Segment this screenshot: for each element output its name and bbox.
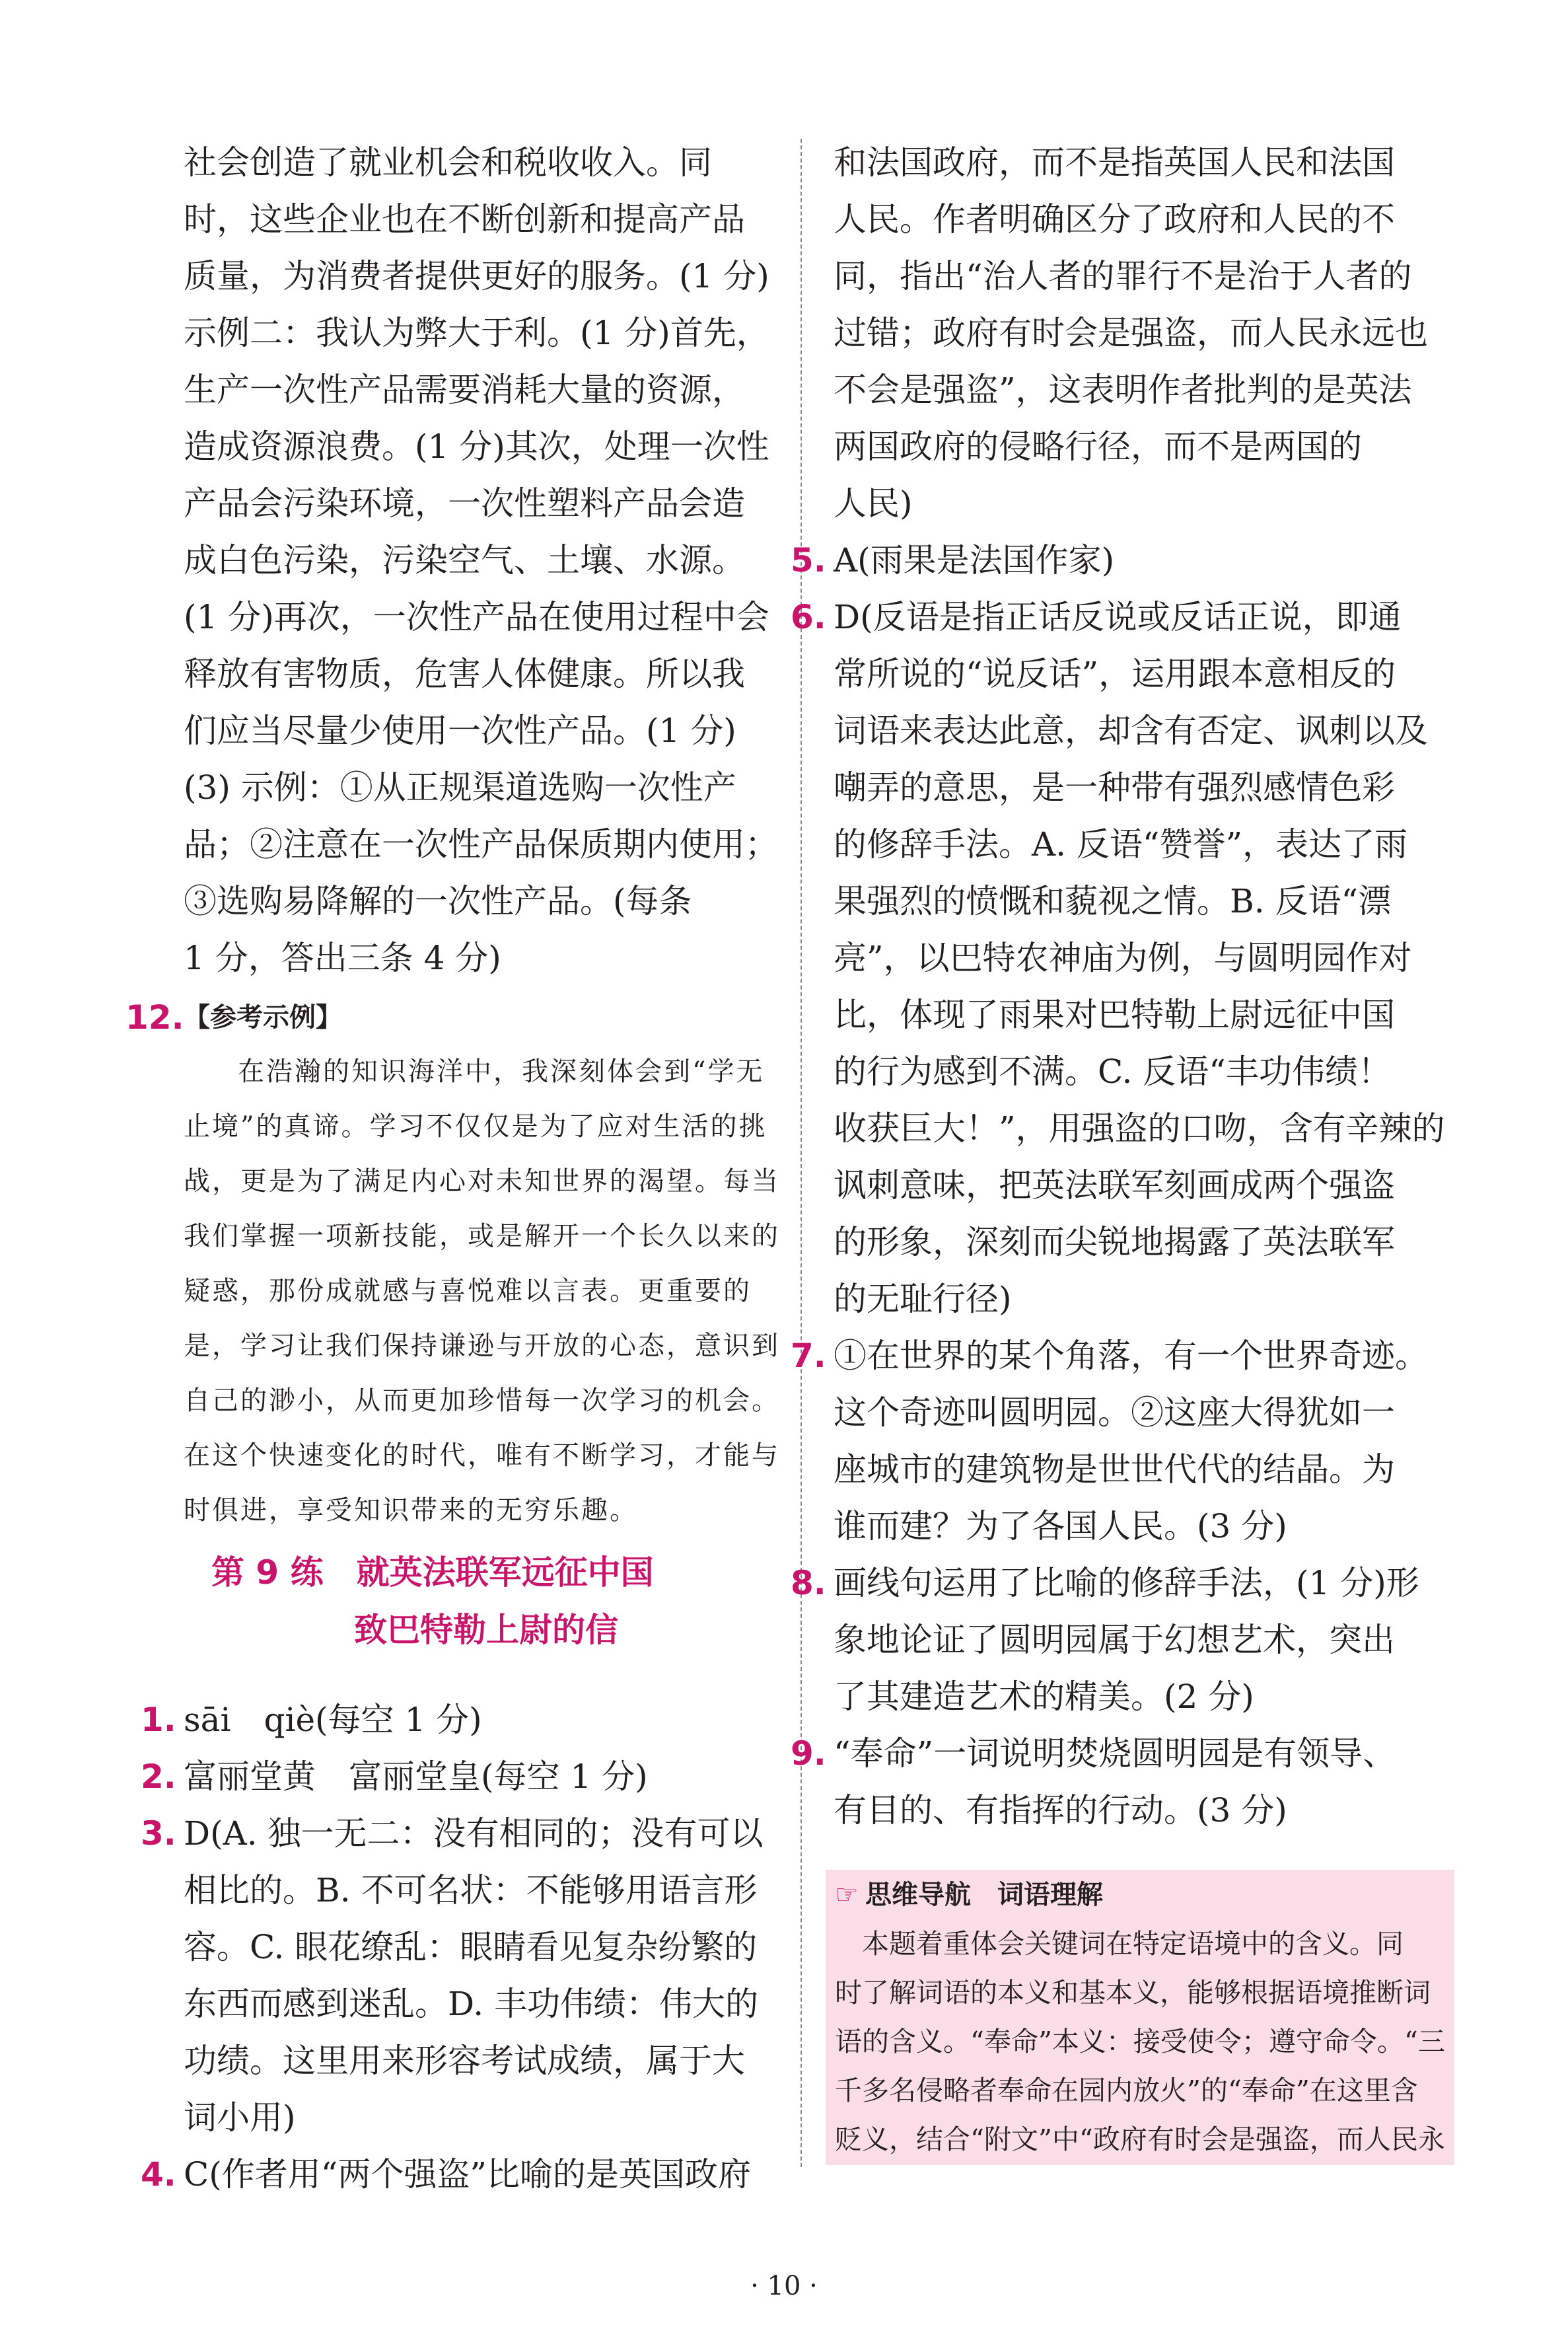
answer-line: 两国政府的侵略行径，而不是两国的 (834, 427, 1362, 466)
text-line: 们应当尽量少使用一次性产品。(1 分) (184, 712, 736, 750)
answer-line: “奉命”一词说明焚烧圆明园是有领导、 (834, 1734, 1396, 1773)
text-line: 示例二：我认为弊大于利。(1 分)首先， (184, 314, 769, 352)
answer-line: 嘲弄的意思，是一种带有强烈感情色彩 (834, 768, 1395, 807)
essay-line: 在浩瀚的知识海洋中，我深刻体会到“学无 (238, 1056, 765, 1087)
answer-line: sāi qiè(每空 1 分) (184, 1701, 482, 1739)
guide-line: 千多名侵略者奉命在园内放火”的“奉命”在这里含 (835, 2075, 1418, 2106)
answer-line: 不会是强盗”，这表明作者批判的是英法 (834, 371, 1412, 409)
answer-line: 亮”，以巴特农神庙为例，与圆明园作对 (834, 939, 1412, 977)
answer-line: 富丽堂黄 富丽堂皇(每空 1 分) (184, 1757, 648, 1796)
answer-line: 的形象，深刻而尖锐地揭露了英法联军 (834, 1223, 1395, 1261)
answer-line: 的修辞手法。A. 反语“赞誉”，表达了雨 (834, 825, 1408, 864)
answer-line: 和法国政府，而不是指英国人民和法国 (834, 143, 1395, 182)
text-line: 成白色污染，污染空气、土壤、水源。 (184, 541, 745, 579)
guide-header (835, 1876, 1103, 1913)
answer-line: 这个奇迹叫圆明园。②这座大得犹如一 (834, 1393, 1395, 1432)
guide-line: 贬义，结合“附文”中“政府有时会是强盗，而人民永 (835, 2123, 1445, 2155)
text-line: 造成资源浪费。(1 分)其次，处理一次性 (184, 427, 769, 466)
answer-line: A(雨果是法国作家) (834, 541, 1115, 579)
question-number: 5. (791, 541, 826, 579)
text-line: 生产一次性产品需要消耗大量的资源， (184, 371, 745, 409)
question-number: 12. (125, 998, 184, 1037)
answer-line: 词语来表达此意，却含有否定、讽刺以及 (834, 712, 1428, 750)
answer-line: 功绩。这里用来形容考试成绩，属于大 (184, 2042, 745, 2080)
answer-line: 的无耻行径) (834, 1280, 1012, 1318)
guide-title: 思维导航 (865, 1880, 971, 1910)
guide-topic: 词语理解 (997, 1880, 1103, 1910)
question-number: 9. (791, 1734, 826, 1773)
answer-line: 谁而建？为了各国人民。(3 分) (834, 1507, 1287, 1545)
answer-line: 过错；政府有时会是强盗，而人民永远也 (834, 314, 1428, 352)
question-number: 6. (791, 598, 826, 636)
answer-line: 东西而感到迷乱。D. 丰功伟绩：伟大的 (184, 1985, 759, 2023)
answer-line: 比，体现了雨果对巴特勒上尉远征中国 (834, 996, 1395, 1034)
essay-line: 止境”的真谛。学习不仅仅是为了应对生活的挑 (184, 1111, 767, 1142)
column-divider (801, 139, 802, 2167)
answer-line: 的行为感到不满。C. 反语“丰功伟绩！ (834, 1052, 1391, 1091)
guide-line: 本题着重体会关键词在特定语境中的含义。同 (835, 1928, 1404, 1960)
essay-line: 是，学习让我们保持谦逊与开放的心态，意识到 (184, 1331, 780, 1361)
answer-line: 词小用) (184, 2098, 296, 2137)
text-line: 质量，为消费者提供更好的服务。(1 分) (184, 257, 769, 295)
text-line: (3) 示例：①从正规渠道选购一次性产 (184, 768, 736, 807)
answer-line: 同，指出“治人者的罪行不是治于人者的 (834, 257, 1412, 295)
text-line: ③选购易降解的一次性产品。(每条 (184, 882, 692, 920)
answer-line: 有目的、有指挥的行动。(3 分) (834, 1791, 1287, 1829)
text-line: 品；②注意在一次性产品保质期内使用； (184, 825, 778, 864)
text-line: 1 分，答出三条 4 分) (184, 939, 501, 977)
answer-line: C(作者用“两个强盗”比喻的是英国政府 (184, 2155, 751, 2194)
guide-line: 语的含义。“奉命”本义：接受使令；遵守命令。“三 (835, 2026, 1445, 2057)
pointing-hand-icon: ☞ (835, 1880, 859, 1910)
text-line: 社会创造了就业机会和税收收入。同 (184, 143, 712, 182)
section-title: 第 9 练 就英法联军远征中国 (211, 1553, 654, 1592)
answer-line: 讽刺意味，把英法联军刻画成两个强盗 (834, 1166, 1395, 1204)
answer-line: 容。C. 眼花缭乱：眼睛看见复杂纷繁的 (184, 1928, 758, 1966)
answer-line: 了其建造艺术的精美。(2 分) (834, 1678, 1254, 1716)
essay-line: 时俱进，享受知识带来的无穷乐趣。 (184, 1495, 638, 1526)
essay-line: 在这个快速变化的时代，唯有不断学习，才能与 (184, 1440, 780, 1471)
answer-line: 人民) (834, 484, 913, 523)
reference-label: 【参考示例】 (184, 1002, 342, 1033)
question-number: 8. (791, 1564, 826, 1602)
answer-line: D(反语是指正话反说或反话正说，即通 (834, 598, 1402, 636)
question-number: 2. (141, 1757, 176, 1796)
text-line: 时，这些企业也在不断创新和提高产品 (184, 200, 745, 239)
answer-line: D(A. 独一无二：没有相同的；没有可以 (184, 1814, 764, 1853)
text-line: 产品会污染环境，一次性塑料产品会造 (184, 484, 745, 523)
essay-line: 疑惑，那份成就感与喜悦难以言表。更重要的 (184, 1276, 752, 1306)
answer-line: 收获巨大！”，用强盗的口吻，含有辛辣的 (834, 1109, 1445, 1148)
essay-line: 自己的渺小，从而更加珍惜每一次学习的机会。 (184, 1385, 780, 1416)
question-number: 1. (141, 1701, 176, 1739)
thinking-guide-box (826, 1870, 1454, 2165)
essay-line: 战，更是为了满足内心对未知世界的渴望。每当 (184, 1166, 780, 1197)
essay-line: 我们掌握一项新技能，或是解开一个长久以来的 (184, 1221, 780, 1251)
question-number: 7. (791, 1337, 826, 1375)
guide-line: 时了解词语的本义和基本义，能够根据语境推断词 (835, 1977, 1431, 2009)
page-number: · 10 · (750, 2271, 818, 2301)
answer-line: 人民。作者明确区分了政府和人民的不 (834, 200, 1395, 239)
text-line: 释放有害物质，危害人体健康。所以我 (184, 655, 745, 693)
answer-line: 果强烈的愤慨和藐视之情。B. 反语“漂 (834, 882, 1392, 920)
question-number: 3. (141, 1814, 176, 1853)
answer-line: 座城市的建筑物是世世代代的结晶。为 (834, 1450, 1395, 1489)
answer-line: 画线句运用了比喻的修辞手法，(1 分)形 (834, 1564, 1419, 1602)
answer-line: 常所说的“说反话”，运用跟本意相反的 (834, 655, 1396, 693)
answer-line: 相比的。B. 不可名状：不能够用语言形 (184, 1871, 758, 1909)
text-line: (1 分)再次，一次性产品在使用过程中会 (184, 598, 769, 636)
question-number: 4. (141, 2155, 176, 2194)
answer-line: ①在世界的某个角落，有一个世界奇迹。 (834, 1337, 1428, 1375)
answer-line: 象地论证了圆明园属于幻想艺术，突出 (834, 1621, 1395, 1659)
section-subtitle: 致巴特勒上尉的信 (354, 1611, 618, 1649)
